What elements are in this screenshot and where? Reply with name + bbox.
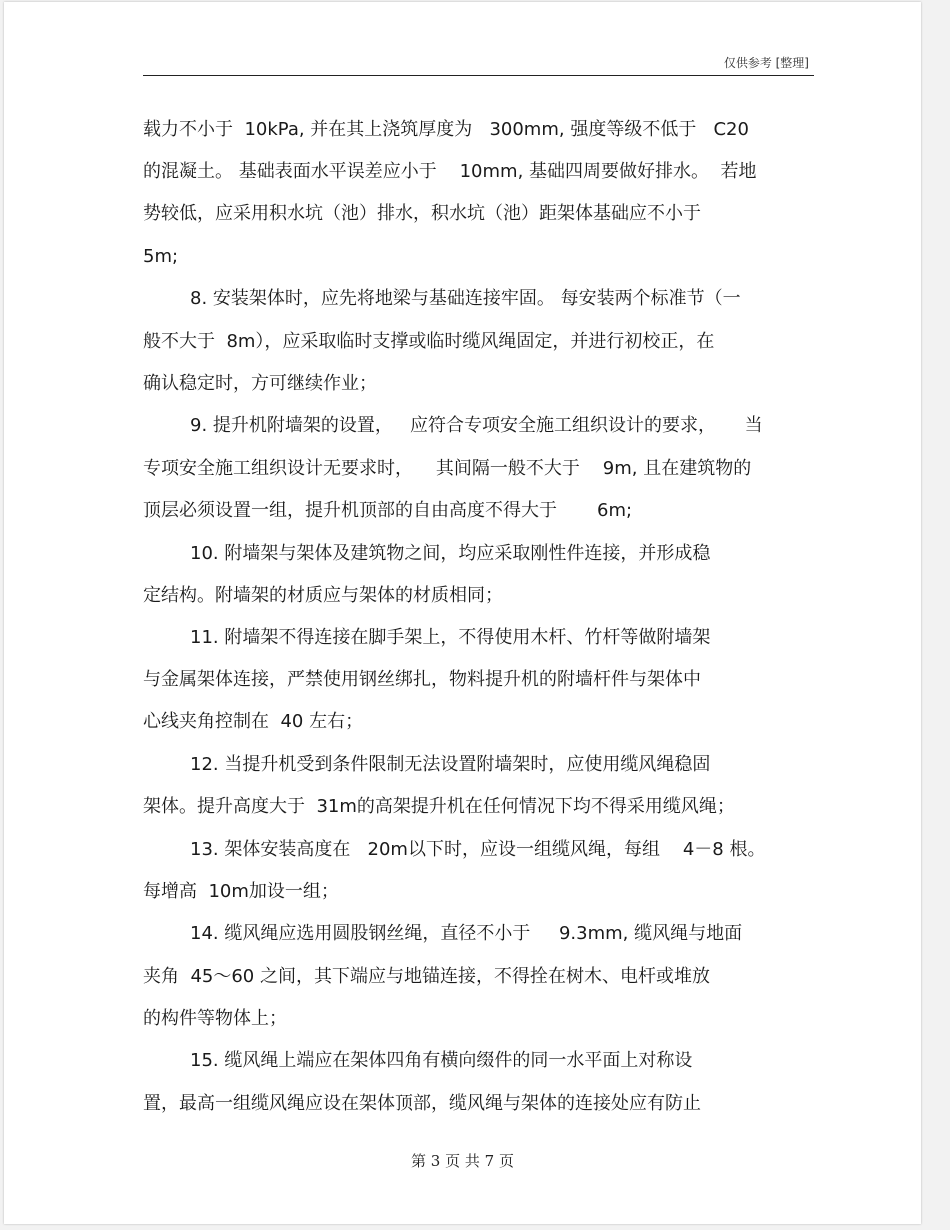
body-line: 10. 附墙架与架体及建筑物之间，均应采取刚性件连接，并形成稳 [190, 543, 711, 564]
body-line: 夹角 45～60 之间，其下端应与地锚连接，不得拴在树木、电杆或堆放 [143, 966, 710, 987]
document-page [4, 2, 921, 1224]
body-line: 架体。提升高度大于 31m的高架提升机在任何情况下均不得采用缆风绳； [143, 796, 735, 817]
body-line: 的构件等物体上； [143, 1008, 287, 1029]
body-line: 与金属架体连接，严禁使用钢丝绑扎，物料提升机的附墙杆件与架体中 [143, 669, 701, 690]
body-line: 8. 安装架体时，应先将地梁与基础连接牢固。 每安装两个标准节（一 [190, 288, 741, 309]
body-line: 确认稳定时，方可继续作业； [143, 373, 377, 394]
body-line: 势较低，应采用积水坑（池）排水，积水坑（池）距架体基础应不小于 [143, 203, 701, 224]
body-line: 心线夹角控制在 40 左右； [143, 711, 364, 732]
header-label: 仅供参考 [整理] [723, 56, 809, 70]
body-line: 般不大于 8m），应采取临时支撑或临时缆风绳固定，并进行初校正，在 [143, 331, 715, 352]
body-line: 每增高 10m加设一组； [143, 881, 339, 902]
body-line: 14. 缆风绳应选用圆股钢丝绳，直径不小于 9.3mm, 缆风绳与地面 [190, 923, 743, 944]
body-line: 12. 当提升机受到条件限制无法设置附墙架时，应使用缆风绳稳固 [190, 754, 711, 775]
page-number-footer: 第 3 页 共 7 页 [411, 1152, 514, 1170]
header-rule [143, 75, 814, 76]
body-line: 载力不小于 10kPa, 并在其上浇筑厚度为 300mm, 强度等级不低于 C20 [143, 119, 749, 140]
body-line: 定结构。附墙架的材质应与架体的材质相同； [143, 585, 503, 606]
body-line: 13. 架体安装高度在 20m以下时，应设一组缆风绳，每组 4－8 根。 [190, 839, 766, 860]
body-line: 11. 附墙架不得连接在脚手架上，不得使用木杆、竹杆等做附墙架 [190, 627, 711, 648]
body-line: 顶层必须设置一组，提升机顶部的自由高度不得大于 6m; [143, 500, 633, 521]
body-line: 的混凝土。 基础表面水平误差应小于 10mm, 基础四周要做好排水。 若地 [143, 161, 757, 182]
body-line: 9. 提升机附墙架的设置， 应符合专项安全施工组织设计的要求， 当 [190, 415, 763, 436]
body-line: 专项安全施工组织设计无要求时， 其间隔一般不大于 9m, 且在建筑物的 [143, 458, 752, 479]
body-line: 15. 缆风绳上端应在架体四角有横向缀件的同一水平面上对称设 [190, 1050, 693, 1071]
body-line: 5m; [143, 246, 179, 267]
body-line: 置，最高一组缆风绳应设在架体顶部，缆风绳与架体的连接处应有防止 [143, 1093, 701, 1114]
